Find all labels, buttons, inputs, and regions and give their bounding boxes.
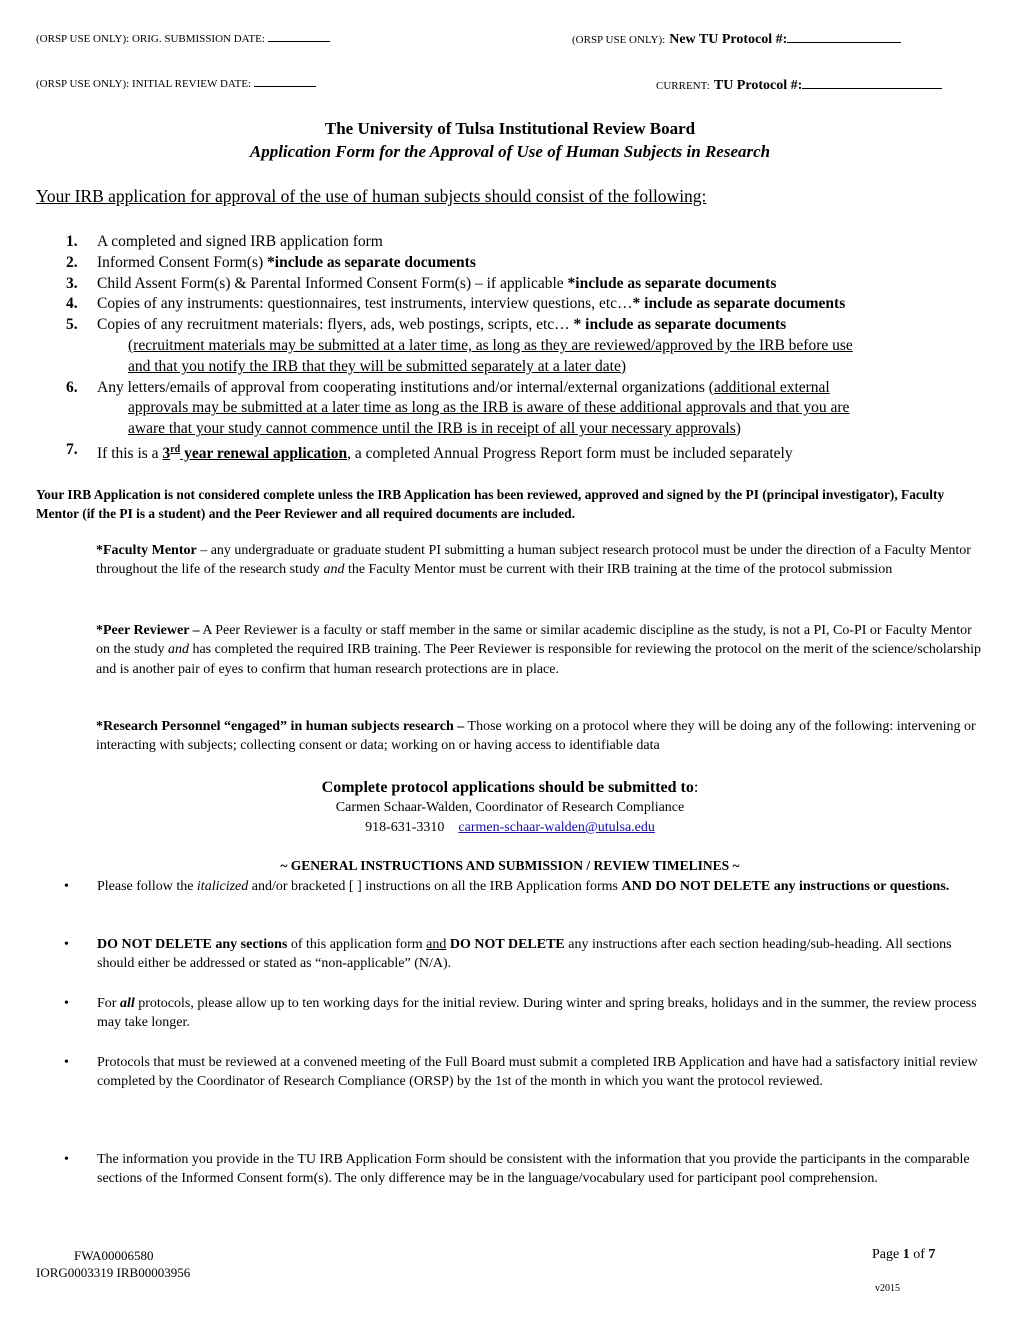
list-item: 4. Copies of any instruments: questionnaires, test instruments, interview questions, etc…* include as separate documents bbox=[66, 295, 846, 313]
page-subtitle: Application Form for the Approval of Use of Human Subjects in Research bbox=[249, 142, 771, 161]
submission-contact-details bbox=[0, 820, 1020, 836]
bullet-icon: • bbox=[64, 1152, 69, 1167]
intro-heading: Your IRB application for approval of the use of human subjects should consist of the following: bbox=[36, 186, 707, 206]
version-label: v2015 bbox=[875, 1283, 900, 1294]
instruction-bullet: • Protocols that must be reviewed at a convened meeting of the Full Board must submit a completed IRB Application and have had a satisfactory initial review completed by the Coordinator of Research Compliance (ORSP) by the 1st of the month in which you want the protocol reviewed. bbox=[64, 1055, 978, 1090]
new-protocol-blank bbox=[787, 42, 901, 43]
research-personnel-note: *Research Personnel “engaged” in human subjects research – Those working on a protocol where they will be doing any of the following: intervening or interacting with subjects; collecting consent or data; working on or having access to identifiable data bbox=[96, 719, 976, 754]
bullet-icon: • bbox=[64, 996, 69, 1011]
submission-heading: Complete protocol applications should be submitted to: bbox=[321, 779, 699, 796]
orig-submission-date-blank bbox=[268, 41, 330, 42]
list-item: 1. A completed and signed IRB application form bbox=[66, 233, 383, 250]
footer-fwa: FWA00006580 bbox=[74, 1248, 154, 1263]
instruction-bullet: • Please follow the italicized and/or bracketed [ ] instructions on all the IRB Application forms AND DO NOT DELETE any instructions or questions. bbox=[64, 877, 984, 896]
peer-reviewer-note: *Peer Reviewer – A Peer Reviewer is a faculty or staff member in the same or similar academic discipline as the study, is not a PI, Co-PI or Faculty Mentor on the study and has completed the required IRB training. The Peer Reviewer is responsible for reviewing the protocol on the merit of the science/scholarship and is another pair of eyes to confirm that human research protections are in place. bbox=[96, 623, 982, 677]
initial-review-date-blank bbox=[254, 86, 316, 87]
footer-iorg: IORG0003319 IRB00003956 bbox=[36, 1265, 191, 1280]
instruction-bullet: • DO NOT DELETE any sections of this application form and DO NOT DELETE any instructions after each section heading/sub-heading. All sections should either be addressed or stated as “non-applicable” (N/A). bbox=[64, 937, 952, 972]
initial-review-date: (ORSP USE ONLY): INITIAL REVIEW DATE: bbox=[36, 78, 316, 90]
instruction-bullet: • The information you provide in the TU IRB Application Form should be consistent with the information that you provide the participants in the comparable sections of the Informed Consent form(s). The only difference may be in the language/vocabulary used for participant pool comprehension. bbox=[64, 1152, 970, 1187]
orig-submission-date: (ORSP USE ONLY): ORIG. SUBMISSION DATE: bbox=[36, 33, 330, 45]
submission-email-link[interactable]: carmen-schaar-walden@utulsa.edu bbox=[458, 820, 655, 835]
page-title: The University of Tulsa Institutional Review Board bbox=[324, 119, 696, 138]
list-item: 3. Child Assent Form(s) & Parental Informed Consent Form(s) – if applicable *include as separate documents bbox=[66, 274, 777, 292]
instructions-heading: ~ GENERAL INSTRUCTIONS AND SUBMISSION / REVIEW TIMELINES ~ bbox=[280, 858, 740, 873]
bullet-icon: • bbox=[64, 937, 69, 952]
list-item: 6. Any letters/emails of approval from cooperating institutions and/or internal/external organizations (additional external approvals may be submitted at a later time as long as the IRB is aware of these additional approvals and that you are aware that your study cannot commence until the IRB is in receipt of all your necessary approvals) bbox=[66, 378, 850, 438]
requirements-list bbox=[36, 232, 996, 465]
new-protocol-number: (ORSP USE ONLY): New TU Protocol #: bbox=[572, 30, 901, 48]
list-item: 2. Informed Consent Form(s) *include as separate documents bbox=[66, 253, 476, 271]
current-protocol-number: CURRENT: TU Protocol #: bbox=[656, 76, 942, 94]
submission-phone: 918-631-3310 bbox=[365, 820, 445, 835]
list-item: 7. If this is a 3rd year renewal application, a completed Annual Progress Report form must be included separately bbox=[66, 440, 793, 463]
bullet-icon: • bbox=[64, 879, 69, 894]
page-number: Page 1 of 7 bbox=[872, 1247, 936, 1262]
submission-contact-name: Carmen Schaar-Walden, Coordinator of Research Compliance bbox=[335, 800, 685, 815]
list-item: 5. Copies of any recruitment materials: flyers, ads, web postings, scripts, etc… * include as separate documents (recruitment materials may be submitted at a later time, as long as they are reviewed/approved by the IRB before use and that you notify the IRB that they will be submitted separately at a later date) bbox=[66, 316, 853, 375]
faculty-mentor-note: *Faculty Mentor – any undergraduate or graduate student PI submitting a human subject research protocol must be under the direction of a Faculty Mentor throughout the life of the research study and the Faculty Mentor must be current with their IRB training at the time of the protocol submission bbox=[96, 543, 971, 578]
instruction-bullet: • For all protocols, please allow up to ten working days for the initial review. During winter and spring breaks, holidays and in the summer, the review process may take longer. bbox=[64, 996, 977, 1031]
current-protocol-blank bbox=[802, 88, 942, 89]
bullet-icon: • bbox=[64, 1055, 69, 1070]
completeness-note: Your IRB Application is not considered complete unless the IRB Application has been reviewed, approved and signed by the PI (principal investigator), Faculty Mentor (if the PI is a student) and the Peer Reviewer and all required documents are included. bbox=[36, 487, 945, 522]
